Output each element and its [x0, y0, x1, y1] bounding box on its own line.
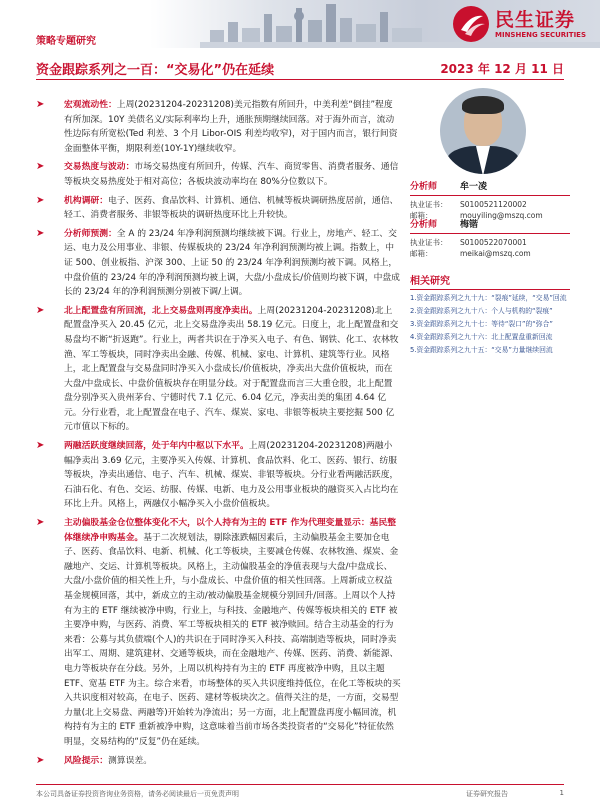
- summary-paragraph: [36, 98, 401, 156]
- analyst-photo: [440, 88, 526, 174]
- report-title: 资金跟踪系列之一百：“交易化”仍在延续: [36, 63, 275, 78]
- cert-label: 执业证书：: [410, 238, 448, 247]
- related-research: [410, 272, 570, 358]
- summary-paragraph: [36, 754, 401, 769]
- summary-paragraph: [36, 160, 401, 189]
- analyst-card: [410, 220, 570, 259]
- paragraph-text: 全 A 的 23/24 年净利润预测均继续被下调。行业上，房地产、轻工、交运、电力及公用事业、非银、传媒板块的 23/24 年净利润预测均被上调。指数上，中证 500、创业板指、沪深 300、上证 50 的 23/24 年净利润预测均被下调。风格上，中盘价值的 23/24 年的净利润预测均被上调，大盘/小盘成长/价值则均被下调，中盘成长的 23/24 年的净利润预测分别被下调/上调。: [64, 228, 400, 298]
- related-research-link[interactable]: 3.资金跟踪系列之九十七：等待“裂口”的“弥合”: [410, 320, 553, 328]
- arrow-bullet-icon: ➤: [36, 227, 45, 239]
- paragraph-lead: 分析师预测：: [64, 228, 117, 239]
- analyst-email[interactable]: meikai@mszq.com: [460, 249, 531, 258]
- paragraph-text: 电子、医药、食品饮料、计算机、通信、机械等板块调研热度居前，通信、轻工、消费者服务、非银等板块的调研热度环比上升较快。: [64, 195, 399, 221]
- logo-english-name: MINSHENG SECURITIES: [495, 30, 586, 39]
- analyst-name: 牟一凌: [460, 182, 488, 192]
- related-research-title: 相关研究: [410, 272, 570, 290]
- email-label: 邮箱：: [410, 211, 433, 220]
- analyst-role: 分析师: [410, 182, 438, 192]
- analyst-role: 分析师: [410, 220, 438, 230]
- report-date: 2023 年 12 月 11 日: [440, 62, 564, 76]
- cert-label: 执业证书：: [410, 200, 448, 209]
- summary-content: [36, 98, 401, 772]
- paragraph-lead: 北上配置盘有所回流，北上交易盘则再度净卖出。: [64, 305, 258, 316]
- paragraph-lead: 机构调研：: [64, 195, 108, 206]
- paragraph-text: 基于二次规划法，剔除涨跌幅因素后，主动偏股基金主要加仓电子、医药、食品饮料、电新、机械、化工等板块，主要减仓传媒、农林牧渔、煤炭、金融地产、交运、计算机等板块。风格上，主动偏股基金的净值表现与大盘/中盘成长、大盘/小盘价值的相关性上升，与小盘成长、中盘价值的相关性回落。上周新成立权益基金规模回落，其中，新成立的主动/被动偏股基金规模分别回升/回落。上周以个人持有为主的 ETF 继续被净申购，行业上，与科技、金融地产、传媒等板块相关的 ETF 被主要净申购，与医药、消费、军工等板块相关的 ETF 被净赎回。结合主动基金的行为来看：公募与其负债端(个人)的共识在于同时净买入科技、高端制造等板块，同时净卖出军工、周期、建筑建材、交通等板块，而在金融地产、传媒、医药、消费、新能源、电力等板块存在分歧。另外，上周以机构持有为主的 ETF 再度被净申购，且以主题 ETF、宽基 ETF 为主。综合来看，市场整体的买入共识度维持低位，在化工等板块的买入共识度相对较高，在电子、医药、建材等板块次之。值得关注的是，一方面，交易型力量(北上交易盘、两融等)开始转为净流出；另一方面，北上配置盘再度小幅回流，机构持有为主的 ETF 重新被净申购，这意味着当前市场各类投资者的“交易化”特征依然明显，交易结构的“反复”仍在延续。: [64, 532, 401, 747]
- paragraph-text: 测算误差。: [108, 755, 152, 766]
- paragraph-lead: 宏观流动性：: [64, 100, 117, 110]
- paragraph-lead: 交易热度与波动：: [64, 162, 135, 173]
- paragraph-lead: 风险提示：: [64, 755, 108, 766]
- brand-logo: [453, 6, 586, 42]
- paragraph-text: 上周(20231204-20231208)北上配置盘净买入 20.45 亿元，北上交易盘净卖出 58.19 亿元。日度上，北上配置盘和交易盘均不断“折返跑”。行业上，两者共识在于净买入电子、有色、钢铁、化工、农林牧渔、军工等板块，同时净卖出金融、传媒、机械、家电、计算机、建筑等行业。风格上，北上配置盘与交易盘同时净买入小盘成长/价值板块，净卖出大盘价值板块，而在大盘/中盘成长、中盘价值板块存在明显分歧。对于配置盘而言三大重仓股，北上配置盘分别净买入贵州茅台、宁德时代 7.1 亿元、6.04 亿元，净卖出美的集团 4.64 亿元。分行业看，北上配置盘在电子、汽车、煤炭、家电、非银等板块主要挖掘 500 亿元市值以下标的。: [64, 305, 399, 433]
- footer-disclaimer: 本公司具备证券投资咨询业务资格，请务必阅读最后一页免责声明: [36, 790, 239, 798]
- summary-paragraph: [36, 439, 401, 512]
- paragraph-text: 市场交易热度有所回升，传媒、汽车、商贸零售、消费者服务、通信等板块交易热度处于相对高位；各板块波动率均在 80%分位数以下。: [64, 162, 399, 187]
- paragraph-text: 上周(20231204-20231208)两融小幅净卖出 3.69 亿元，主要净买入传媒、计算机、食品饮料、化工、医药、银行、纺服等板块，净卖出通信、电子、汽车、机械、煤炭、非银等板块。分行业看两融活跃度，石油石化、有色、交运、纺服、传媒、电新、电力及公用事业板块的融资买入占比均在环比上升。风格上，两融仅小幅净买入小盘价值板块。: [64, 441, 399, 510]
- paragraph-lead: 主动偏股基金仓位整体变化不大，以个人持有为主的 ETF 作为代理变量显示：基民整体继续净申购基金。: [64, 518, 397, 543]
- analyst-name: 梅锴: [460, 220, 479, 230]
- report-type-label: 策略专题研究: [36, 36, 96, 47]
- logo-chinese-name: 民生证券: [495, 8, 576, 31]
- arrow-bullet-icon: ➤: [36, 161, 45, 173]
- arrow-bullet-icon: ➤: [36, 99, 45, 110]
- arrow-bullet-icon: ➤: [36, 517, 45, 529]
- arrow-bullet-icon: ➤: [36, 194, 45, 206]
- summary-paragraph: [36, 516, 401, 750]
- paragraph-text: 上周(20231204-20231208)美元指数有所回升，中美利差“倒挂”程度有所加深。10Y 美债名义/实际利率均上升，通胀预期继续回落。对于海外而言，流动性边际有所宽松(Ted 利差、3 个月 Libor-OIS 利差均收窄)，对于国内而言，银行间资金面整体平衡，期限利差(10Y-1Y)继续收窄。: [64, 100, 398, 154]
- analyst-cert: S0100521120002: [460, 200, 527, 209]
- title-bar: [36, 56, 564, 80]
- logo-mark-icon: [453, 6, 489, 42]
- analyst-card: [410, 182, 570, 221]
- summary-paragraph: [36, 227, 401, 300]
- related-research-link[interactable]: 1.资金跟踪系列之九十九：“裂痕”延续，“交易”回流: [410, 294, 567, 302]
- analyst-cert: S0100522070001: [460, 238, 527, 247]
- related-research-link[interactable]: 5.资金跟踪系列之九十五：“交易”力量继续回流: [410, 346, 553, 354]
- arrow-bullet-icon: ➤: [36, 754, 45, 766]
- arrow-bullet-icon: ➤: [36, 304, 45, 316]
- related-research-link[interactable]: 2.资金跟踪系列之九十八：个人与机构的“裂痕”: [410, 307, 553, 315]
- footer-doc-kind: 证券研究报告: [466, 790, 508, 798]
- summary-paragraph: [36, 194, 401, 223]
- page-number: 1: [559, 789, 564, 797]
- summary-paragraph: [36, 304, 401, 435]
- paragraph-lead: 两融活跃度继续回落，处于年内中枢以下水平。: [64, 441, 249, 452]
- arrow-bullet-icon: ➤: [36, 440, 45, 452]
- page-footer: [36, 784, 564, 798]
- email-label: 邮箱：: [410, 249, 433, 258]
- related-research-link[interactable]: 4.资金跟踪系列之九十六：北上配置盘重新回流: [410, 333, 553, 341]
- analyst-email[interactable]: mouyiling@mszq.com: [460, 211, 543, 220]
